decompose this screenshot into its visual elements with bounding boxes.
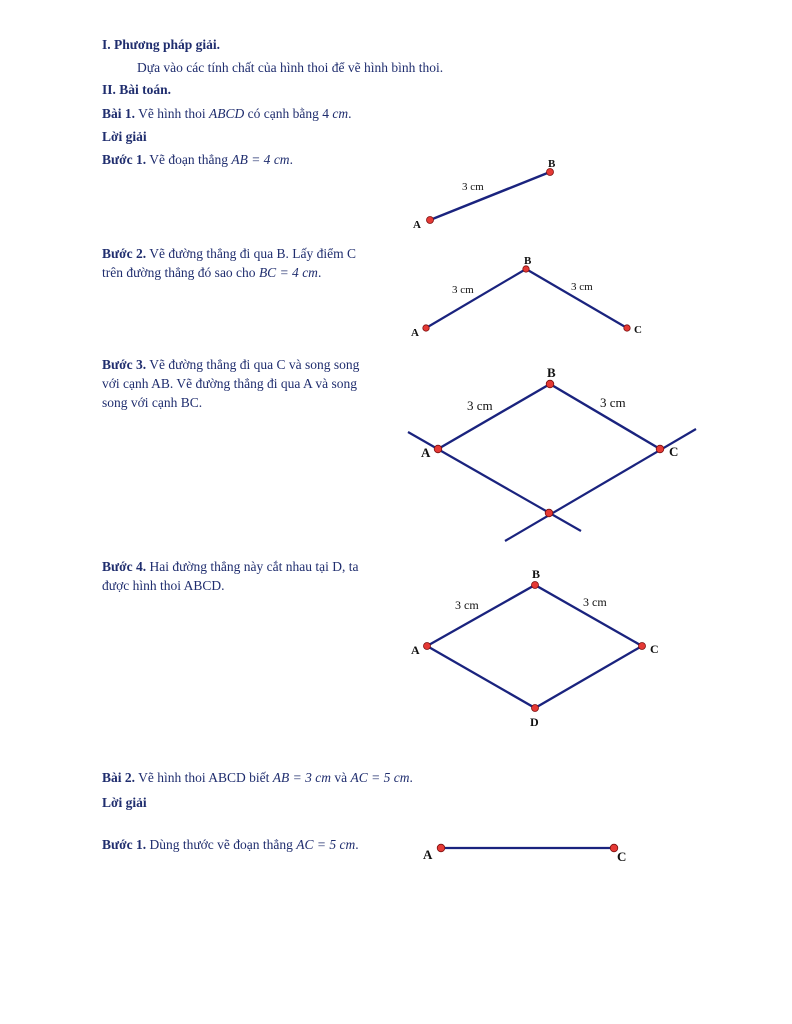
label-b: B bbox=[547, 365, 556, 380]
point-b bbox=[546, 380, 554, 388]
point-d bbox=[532, 705, 539, 712]
bai-2-step-1-label: Bước 1. bbox=[102, 837, 147, 852]
bai-2-loigiai: Lời giải bbox=[102, 795, 147, 810]
line-through-c-parallel-ab bbox=[505, 429, 696, 541]
label-side-ab: 3 cm bbox=[455, 598, 479, 612]
step-2-end: . bbox=[317, 265, 322, 280]
line-through-a-parallel-bc bbox=[408, 432, 581, 531]
point-a bbox=[427, 217, 434, 224]
label-a: A bbox=[411, 643, 420, 657]
point-a bbox=[423, 325, 429, 331]
label-side-bc: 3 cm bbox=[571, 281, 593, 293]
step-3-line-2: với cạnh AB. Vẽ đường thẳng đi qua A và song bbox=[102, 376, 357, 391]
label-side-bc: 3 cm bbox=[600, 395, 626, 410]
bai-1-text-a: Vẽ hình thoi bbox=[138, 106, 206, 121]
bai-1-label: Bài 1. bbox=[102, 106, 136, 121]
point-d bbox=[545, 509, 553, 517]
section-1-text: Dựa vào các tính chất của hình thoi để vẽ hình bình thoi. bbox=[137, 60, 444, 75]
figure-2-abc bbox=[411, 255, 642, 339]
step-2-line-2-text: trên đường thẳng đó sao cho bbox=[102, 265, 256, 280]
label-b: B bbox=[548, 158, 556, 170]
label-c: C bbox=[634, 324, 642, 336]
bai-2-step-1-math: AC = 5 bbox=[296, 837, 337, 852]
figure-5-segment-ac bbox=[423, 844, 626, 864]
bai-1-math-abcd: ABCD bbox=[209, 106, 245, 121]
figure-3-parallels bbox=[408, 365, 696, 541]
step-4-line-1: Hai đường thẳng này cắt nhau tại D, ta bbox=[149, 559, 359, 574]
label-d: D bbox=[530, 715, 539, 729]
label-a: A bbox=[411, 327, 419, 339]
step-3-label: Bước 3. bbox=[102, 357, 147, 372]
label-a: A bbox=[423, 847, 433, 862]
bai-2-end: . bbox=[409, 770, 413, 785]
step-1-label: Bước 1. bbox=[102, 152, 147, 167]
segment-bc bbox=[526, 269, 627, 328]
label-side-ab: 3 cm bbox=[452, 284, 474, 296]
bai-2-text-a: Vẽ hình thoi ABCD biết bbox=[138, 770, 270, 785]
step-2-line-1: Vẽ đường thẳng đi qua B. Lấy điểm C bbox=[149, 246, 357, 261]
point-c bbox=[656, 445, 664, 453]
label-b: B bbox=[532, 567, 541, 581]
segment-ab bbox=[426, 269, 526, 328]
bai-1-end: . bbox=[348, 106, 352, 121]
step-3-line-1: Vẽ đường thẳng đi qua C và song song bbox=[149, 357, 360, 372]
step-1-end: . bbox=[289, 152, 293, 167]
bai-1-math-len: 4 bbox=[322, 106, 329, 121]
bai-2-text-va: và bbox=[334, 770, 348, 785]
label-b: B bbox=[524, 255, 532, 267]
bai-2-unit-1: cm bbox=[315, 770, 332, 785]
label-side-ab: 3 cm bbox=[462, 181, 484, 193]
label-side-bc: 3 cm bbox=[583, 595, 607, 609]
section-2-heading: II. Bài toán. bbox=[102, 82, 172, 97]
bai-1-loigiai: Lời giải bbox=[102, 129, 147, 144]
bai-2-label: Bài 2. bbox=[102, 770, 136, 785]
bai-2-step-1-end: . bbox=[355, 837, 359, 852]
step-2-math: BC = 4 bbox=[258, 265, 299, 280]
point-c bbox=[624, 325, 630, 331]
step-1-unit: cm bbox=[273, 152, 290, 167]
step-1-text: Vẽ đoạn thẳng bbox=[149, 152, 228, 167]
label-side-ab: 3 cm bbox=[467, 398, 493, 413]
label-c: C bbox=[617, 849, 627, 864]
bai-2-unit-2: cm bbox=[393, 770, 410, 785]
step-2-unit: cm bbox=[302, 265, 318, 280]
step-4-label: Bước 4. bbox=[102, 559, 147, 574]
label-c: C bbox=[669, 444, 679, 459]
segment-ab bbox=[430, 172, 550, 220]
step-4-line-2: được hình thoi ABCD. bbox=[102, 578, 225, 593]
point-c bbox=[639, 643, 646, 650]
figure-4-rhombus-abcd bbox=[411, 567, 659, 729]
step-2-label: Bước 2. bbox=[102, 246, 147, 261]
bai-1-text-b: có cạnh bằng bbox=[247, 106, 319, 121]
bai-2-math-2: AC = 5 bbox=[350, 770, 391, 785]
bai-2-step-1-text: Dùng thước vẽ đoạn thẳng bbox=[149, 837, 293, 852]
step-1-math: AB = 4 bbox=[231, 152, 271, 167]
point-a bbox=[424, 643, 431, 650]
segment-bc bbox=[550, 384, 660, 449]
figure-1-segment-ab bbox=[413, 158, 556, 231]
bai-1-math-unit: cm bbox=[332, 106, 349, 121]
label-a: A bbox=[421, 445, 431, 460]
label-a: A bbox=[413, 219, 421, 231]
segment-ab bbox=[438, 384, 550, 449]
point-a bbox=[434, 445, 442, 453]
point-a bbox=[437, 844, 445, 852]
bai-2-math-1: AB = 3 bbox=[272, 770, 312, 785]
bai-2-step-1-unit: cm bbox=[339, 837, 356, 852]
section-1-heading: I. Phương pháp giải. bbox=[102, 37, 220, 52]
point-b bbox=[532, 582, 539, 589]
label-c: C bbox=[650, 642, 659, 656]
step-3-line-3: song với cạnh BC. bbox=[102, 395, 203, 410]
